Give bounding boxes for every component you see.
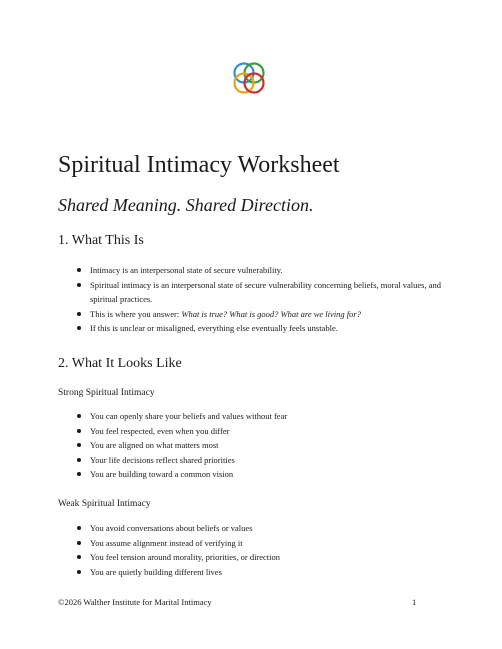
bullet-icon	[77, 458, 81, 462]
list-item-text: You feel tension around morality, priorities, or direction	[90, 552, 281, 562]
list-item-text: You avoid conversations about beliefs or values	[90, 523, 253, 533]
list-item	[0, 424, 502, 439]
bullet-icon	[77, 414, 81, 418]
list-item	[0, 453, 502, 468]
bullet-icon	[77, 526, 81, 530]
bullet-icon	[77, 555, 81, 559]
list-item	[0, 307, 502, 322]
list-item-text: Your life decisions reflect shared priorities	[90, 454, 235, 465]
section-heading-what-it-looks-like: 2. What It Looks Like	[58, 356, 182, 371]
list-item-text: This is where you answer:	[90, 308, 182, 319]
bullet-icon	[77, 570, 81, 574]
bullet-icon	[77, 541, 81, 545]
bullet-icon	[77, 283, 81, 287]
list-item	[0, 550, 502, 565]
what-this-is-list	[0, 263, 502, 336]
page-subtitle: Shared Meaning. Shared Direction.	[58, 195, 314, 215]
list-item	[0, 467, 502, 482]
list-item-text: Intimacy is an interpersonal state of secure vulnerability.	[90, 265, 283, 275]
bullet-icon	[77, 268, 81, 272]
subheading-strong: Strong Spiritual Intimacy	[58, 388, 155, 398]
questions-text: What is true? What is good? What are we living for?	[181, 308, 361, 319]
list-item-text: If this is unclear or misaligned, everything else eventually feels unstable.	[90, 323, 338, 333]
bullet-icon	[77, 312, 81, 316]
page-title: Spiritual Intimacy Worksheet	[58, 152, 340, 178]
footer-copyright: ©2026 Walther Institute for Marital Intimacy	[58, 597, 212, 607]
list-item-text: You are building toward a common vision	[90, 469, 234, 479]
list-item-text: You can openly share your beliefs and values without fear	[90, 411, 288, 421]
bullet-icon	[77, 326, 81, 330]
bullet-icon	[77, 443, 81, 447]
interlocking-rings-logo-icon	[229, 58, 269, 98]
list-item	[0, 321, 502, 336]
list-item-text: You are quietly building different lives	[90, 566, 222, 577]
strong-intimacy-list	[0, 409, 502, 482]
subheading-weak: Weak Spiritual Intimacy	[58, 499, 151, 509]
list-item	[0, 536, 502, 551]
list-item	[0, 521, 502, 536]
weak-intimacy-list	[0, 521, 502, 579]
page-number: 1	[412, 597, 417, 607]
list-item	[0, 409, 502, 424]
list-item-text: You are aligned on what matters most	[90, 440, 219, 450]
bullet-icon	[77, 429, 81, 433]
list-item	[0, 278, 502, 307]
list-item-text: Spiritual intimacy is an interpersonal state of secure vulnerability concerning beliefs, moral values, and spiritual practices.	[90, 279, 441, 304]
list-item	[0, 263, 502, 278]
section-heading-what-this-is: 1. What This Is	[58, 233, 144, 248]
list-item	[0, 565, 502, 580]
list-item-text: You feel respected, even when you differ	[90, 425, 230, 436]
list-item	[0, 438, 502, 453]
bullet-icon	[77, 472, 81, 476]
list-item-text: You assume alignment instead of verifying it	[90, 537, 243, 548]
